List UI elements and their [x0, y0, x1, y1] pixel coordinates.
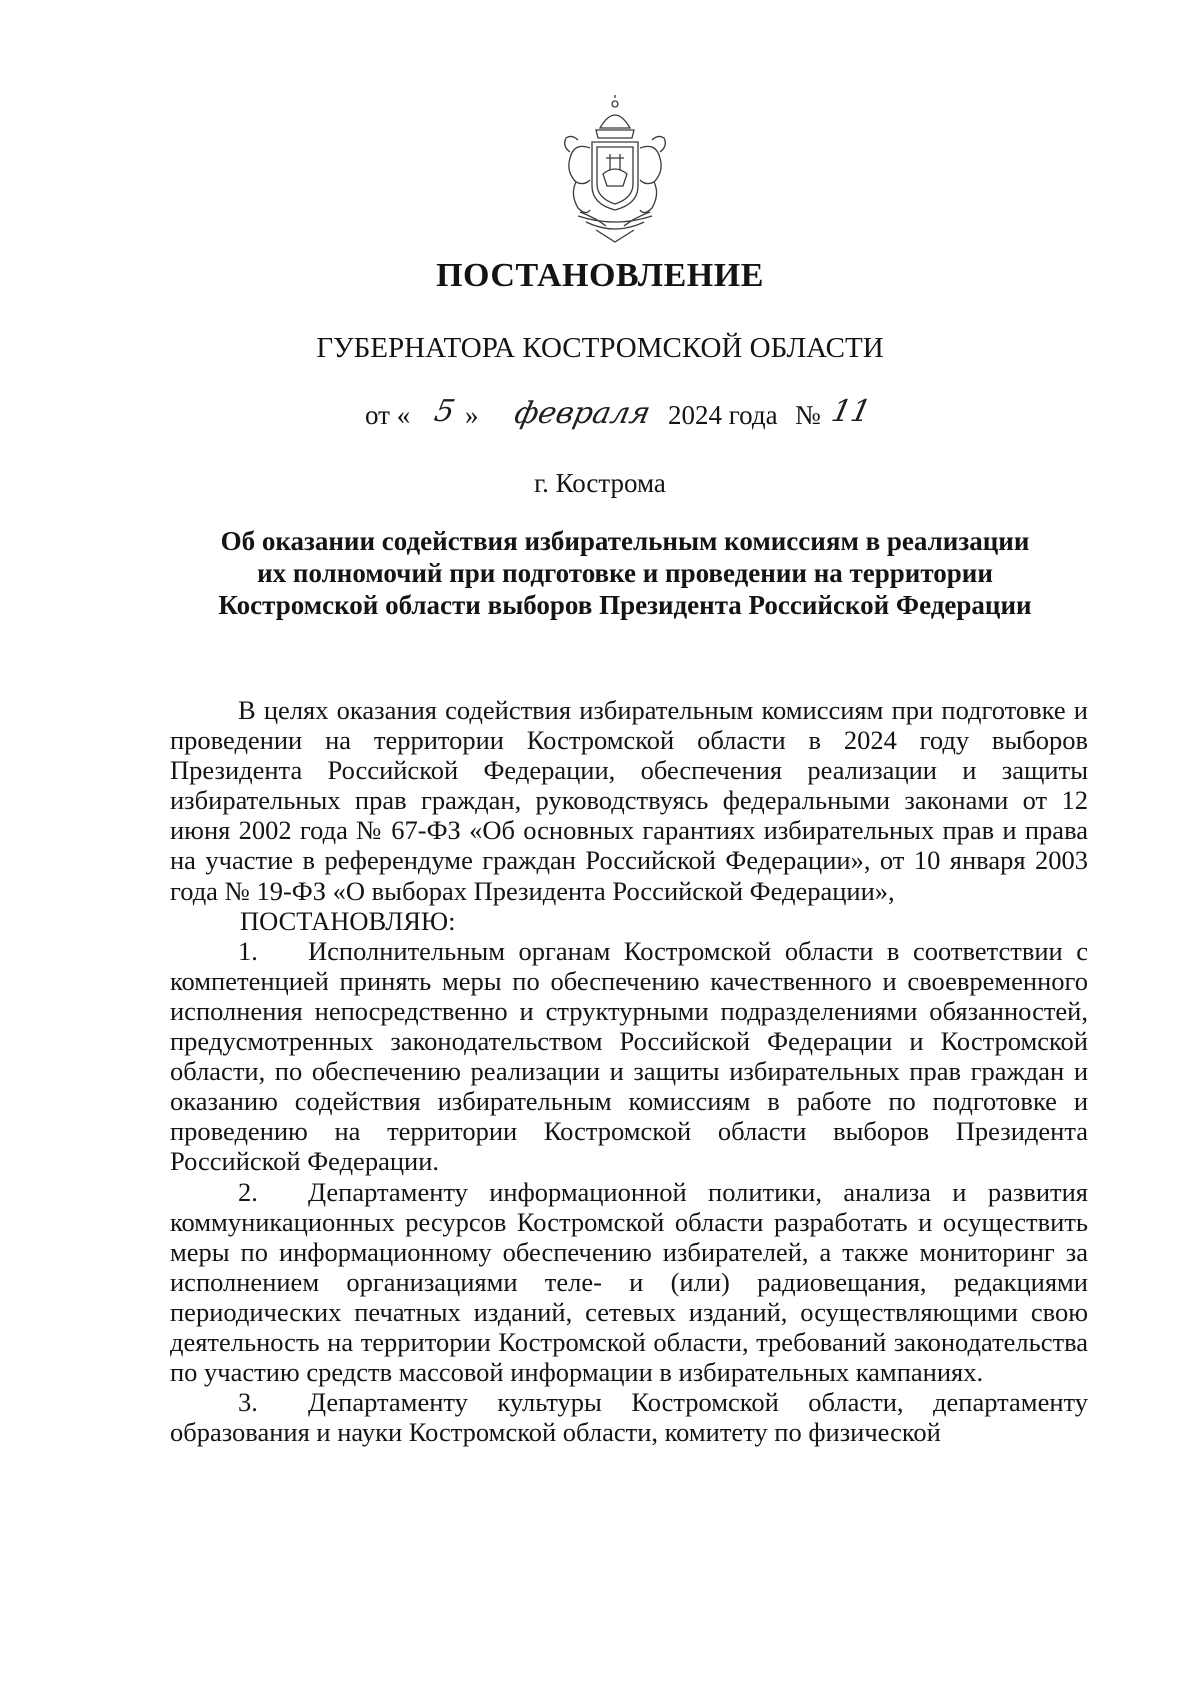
date-year: 2024 года [668, 400, 778, 430]
document-body [170, 695, 1088, 1447]
numbered-item [170, 936, 1088, 1177]
numbered-item [170, 1387, 1088, 1447]
heading-line: Костромской области выборов Президента Российской Федерации [218, 590, 1032, 620]
item-number: 3. [238, 1387, 258, 1418]
decree-word: ПОСТАНОВЛЯЮ: [240, 905, 456, 936]
heading-line: Об оказании содействия избирательным комиссиям в реализации [220, 526, 1030, 556]
item-number: 2. [238, 1176, 258, 1207]
number-sign: № [795, 400, 821, 430]
handwritten-number: 11 [828, 394, 874, 429]
issuer-line: ГУБЕРНАТОРА КОСТРОМСКОЙ ОБЛАСТИ [316, 332, 884, 364]
document-title: ПОСТАНОВЛЕНИЕ [436, 257, 764, 294]
item-text: Департаменту информационной политики, анализа и развития коммуникационных ресурсов Костромской области разработать и осуществить меры по информационному обеспечению избирателей, а также мониторинг за исполнением организациями теле- и (или) радиовещания, редакциями периодических печатных изданий, сетевых изданий, осуществляющими свою деятельность на территории Костромской области, требований законодательства по участию средств массовой информации в избирательных кампаниях. [170, 1176, 1088, 1388]
city-line: г. Кострома [534, 468, 666, 498]
item-number: 1. [238, 935, 258, 966]
heading-line: их полномочий при подготовке и проведении на территории [257, 558, 993, 588]
numbered-item [170, 1177, 1088, 1388]
date-prefix: от « [365, 400, 411, 430]
preamble-paragraph: В целях оказания содействия избирательным комиссиям при подготовке и проведении на территории Костромской области в 2024 году выборов Президента Российской Федерации, обеспечения реализации и защиты избирательных прав граждан, руководствуясь федеральными законами от 12 июня 2002 года № 67-ФЗ «Об основных гарантиях избирательных прав и права на участие в референдуме граждан Российской Федерации», от 10 января 2003 года № 19-ФЗ «О выборах Президента Российской Федерации», [170, 695, 1088, 906]
handwritten-month: февраля [511, 396, 654, 431]
date-close-quote: » [465, 400, 479, 430]
handwritten-day: 5 [431, 394, 458, 429]
document-heading [160, 525, 1090, 621]
date-number-line [365, 394, 1005, 440]
item-text: Департаменту культуры Костромской области, департаменту образования и науки Костромской области, комитету по физической [170, 1387, 1088, 1448]
item-text: Исполнительным органам Костромской области в соответствии с компетенцией принять меры по обеспечению качественного и своевременного исполнения непосредственно и структурными подразделениями обязанностей, предусмотренных законодательством Российской Федерации и Костромской области, по обеспечению реализации и защиты избирательных прав граждан и оказанию содействия избирательным комиссиям в работе по подготовке и проведению на территории Костромской области выборов Президента Российской Федерации. [170, 935, 1088, 1177]
coat-of-arms-emblem [556, 94, 674, 244]
